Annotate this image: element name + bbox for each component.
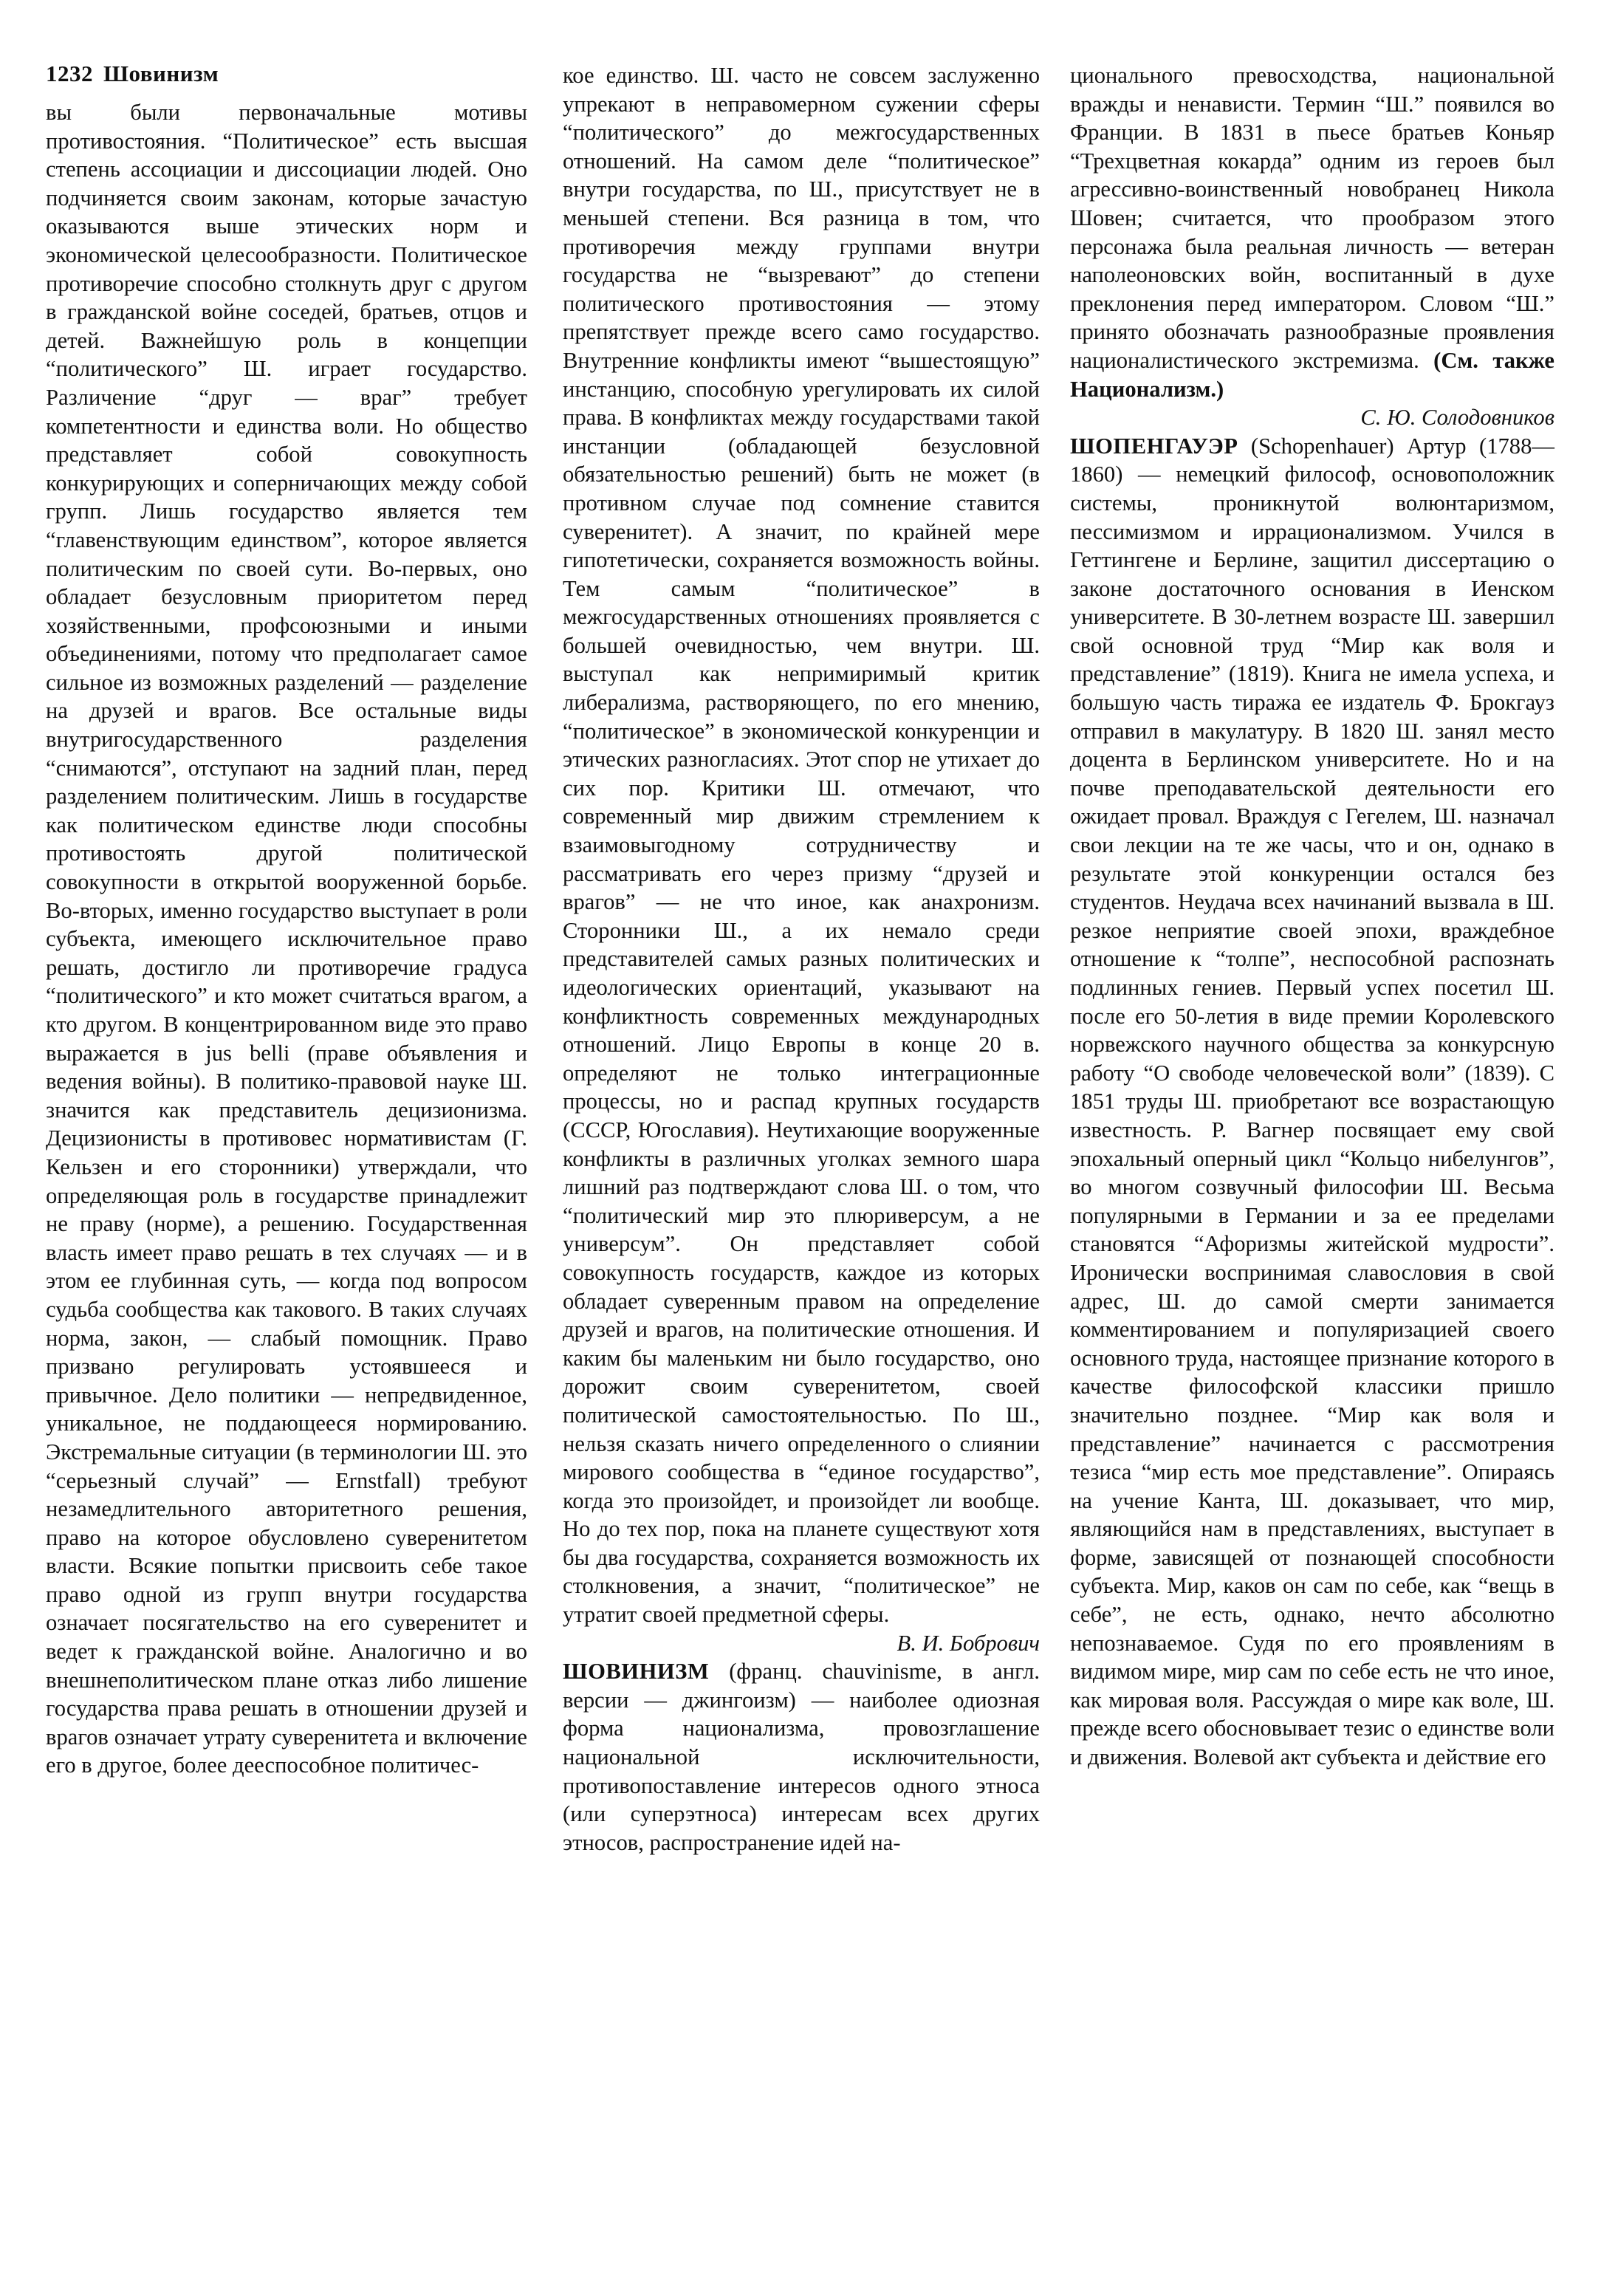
entry-chauvinism bbox=[563, 1657, 1040, 1857]
entry-text: (франц. chauvinisme, в англ. версии — джингоизм) — наиболее одиозная форма национализма, провозглашение национальной исключительности, противопоставление интересов одного этноса (или суперэтноса) интересам всех других этносов, распространение идей на- bbox=[563, 1659, 1040, 1855]
article-author: В. И. Бобрович bbox=[897, 1630, 1040, 1656]
see-also: (См. также Национализм.) bbox=[1070, 347, 1554, 402]
column-2-text: кое единство. Ш. часто не совсем заслуженно упрекают в неправомерном сужении сферы “политического” до межгосударственных отношений. На самом деле “политическое” внутри государства, по Ш., присутствует не в меньшей степени. Вся разница в том, что противоречия между группами внутри государства не “вызревают” до степени политического противостояния — этому препятствует прежде всего само государство. Внутренние конфликты имеют “вышестоящую” инстанцию, способную урегулировать их силой права. В конфликтах между государствами такой инстанции (обладающей безусловной обязательностью решений) быть не может (в противном случае под сомнение ставится суверенитет). А значит, по крайней мере гипотетически, сохраняется возможность войны. Тем самым “политическое” в межгосударственных отношениях проявляется с большей очевидностью, чем внутри. Ш. выступал как непримиримый критик либерализма, растворяющего, по его мнению, “политическое” в экономической конкуренции и этических разногласиях. Этот спор не утихает до сих пор. Критики Ш. отмечают, что современный мир движим стремлением к взаимовыгодному сотрудничеству и рассматривать его через призму “друзей и врагов” — не что иное, как анахронизм. Сторонники Ш., а их немало среди представителей самых разных политических и идеологических ориентаций, указывают на конфликтность современных международных отношений. Лицо Европы в конце 20 в. определяют не только интеграционные процессы, но и распад крупных государств (СССР, Югославия). Неутихающие вооруженные конфликты в различных уголках земного шара лишний раз подтверждают слова Ш. о том, что “политический мир это плюриверсум, а не универсум”. Он представляет собой совокупность государств, каждое из которых обладает суверенным правом на определение друзей и врагов, на политические отношения. И каким бы маленьким ни было государство, оно дорожит своим суверенитетом, своей политической самостоятельностью. По Ш., нельзя сказать ничего определенного о слиянии мирового сообщества в “единое государство”, когда это произойдет, и произойдет ли вообще. Но до тех пор, пока на планете существуют хотя бы два государства, сохраняется возможность их столкновения, а значит, “политическое” не утратит своей предметной сферы. bbox=[563, 63, 1040, 1628]
entry-schopenhauer bbox=[1070, 432, 1554, 1772]
column-3 bbox=[1070, 61, 1554, 1772]
entry-term: ШОПЕНГАУЭР bbox=[1070, 433, 1238, 459]
page-number: 1232 bbox=[46, 61, 93, 86]
column-3-text-body: ционального превосходства, национальной вражды и ненависти. Термин “Ш.” появился во Франции. В 1831 в пьесе братьев Коньяр “Трехцветная кокарда” одним из героев был агрессивно-воинственный новобранец Никола Шовен; считается, что прообразом этого персонажа была реальная личность — ветеран наполеоновских войн, воспитанный в духе преклонения перед императором. Словом “Ш.” принято обозначать разнообразные проявления националистического экстремизма. bbox=[1070, 63, 1554, 373]
column-1 bbox=[46, 98, 527, 1780]
running-head bbox=[46, 61, 219, 87]
column-1-text: вы были первоначальные мотивы противостояния. “Политическое” есть высшая степень ассоциации и диссоциации людей. Оно подчиняется своим законам, которые зачастую оказываются выше этических норм и экономической целесообразности. Политическое противоречие способно столкнуть друг с другом в гражданской войне соседей, братьев, отцов и детей. Важнейшую роль в концепции “политического” Ш. играет государство. Различение “друг — враг” требует компетентности и единства воли. Но общество представляет собой совокупность конкурирующих и соперничающих между собой групп. Лишь государство является тем “главенствующим единством”, которое является политическим по своей сути. Во-первых, оно обладает безусловным приоритетом перед хозяйственными, профсоюзными и иными объединениями, потому что предполагает самое сильное из возможных разделений — разделение на друзей и врагов. Все остальные виды внутригосударственного разделения “снимаются”, отступают на задний план, перед разделением политическим. Лишь в государстве как политическом единстве люди способны противостоять другой политической совокупности в открытой вооруженной борьбе. Во-вторых, именно государство выступает в роли субъекта, имеющего исключительное право решать, достигло ли противоречие градуса “политического” и кто может считаться врагом, а кто другом. В концентрированном виде это право выражается в jus belli (праве объявления и ведения войны). В политико-правовой науке Ш. значится как представитель децизионизма. Децизионисты в противовес нормативистам (Г. Кельзен и его сторонники) утверждали, что определяющая роль в государстве принадлежит не праву (норме), а решению. Государственная власть имеет право решать в тех случаях — и в этом ее глубинная суть, — когда под вопросом судьба сообщества как такового. В таких случаях норма, закон, — слабый помощник. Право призвано регулировать устоявшееся и привычное. Дело политики — непредвиденное, уникальное, не поддающееся нормированию. Экстремальные ситуации (в терминологии Ш. это “серьезный случай” — Ernstfall) требуют незамедлительного авторитетного решения, право на которое обусловлено суверенитетом власти. Всякие попытки присвоить себе такое право одной из групп внутри государства означает посягательство на его суверенитет и ведет к гражданской войне. Аналогично и во внешнеполитическом плане отказ либо лишение государства права решать в отношении друзей и врагов означает утрату суверенитета и включение его в другое, более дееспособное политичес- bbox=[46, 100, 527, 1778]
column-2 bbox=[563, 61, 1040, 1857]
column-3-text bbox=[1070, 61, 1554, 403]
entry-term: ШОВИНИЗМ bbox=[563, 1659, 710, 1685]
article-author: С. Ю. Солодовников bbox=[1360, 405, 1554, 431]
entry-text: (Schopenhauer) Артур (1788—1860) — немецкий философ, основоположник системы, проникнутой волюнтаризмом, пессимизмом и иррационализмом. Учился в Геттингене и Берлине, защитил диссертацию о законе достаточного основания в Иенском университете. В 30-летнем возрасте Ш. завершил свой основной труд “Мир как воля и представление” (1819). Книга не имела успеха, и большую часть тиража ее издатель Ф. Брокгауз отправил в макулатуру. В 1820 Ш. занял место доцента в Берлинском университете. Но и на почве преподавательской деятельности его ожидает провал. Враждуя с Гегелем, Ш. назначал свои лекции на те же часы, что и он, однако в результате этой конкуренции остался без студентов. Неудача всех начинаний вызвала в Ш. резкое неприятие своей эпохи, враждебное отношение к “толпе”, неспособной распознать подлинных гениев. Первый успех посетил Ш. после его 50-летия в виде премии Королевского норвежского научного общества за конкурсную работу “О свободе человеческой воли” (1839). С 1851 труды Ш. приобретают все возрастающую известность. Р. Вагнер посвящает ему свой эпохальный оперный цикл “Кольцо нибелунгов”, во многом созвучный философии Ш. Весьма популярными в Германии и за ее пределами становятся “Афоризмы житейской мудрости”. Иронически воспринимая славословия в свой адрес, Ш. до самой смерти занимается комментированием и популяризацией своего основного труда, настоящее признание которого в качестве философской классики пришло значительно позднее. “Мир как воля и представление” начинается с рассмотрения тезиса “мир есть мое представление”. Опираясь на учение Канта, Ш. доказывает, что мир, являющийся нам в представлениях, выступает в форме, зависящей от познающей способности субъекта. Мир, каков он сам по себе, как “вещь в себе”, не есть, однако, нечто абсолютно непознаваемое. Судя по его проявлениям в видимом мире, мир сам по себе есть не что иное, как мировая воля. Рассуждая о мире как воле, Ш. прежде всего обосновывает тезис о единстве воли и движения. Волевой акт субъекта и действие его bbox=[1070, 433, 1554, 1770]
running-title: Шовинизм bbox=[103, 61, 219, 86]
